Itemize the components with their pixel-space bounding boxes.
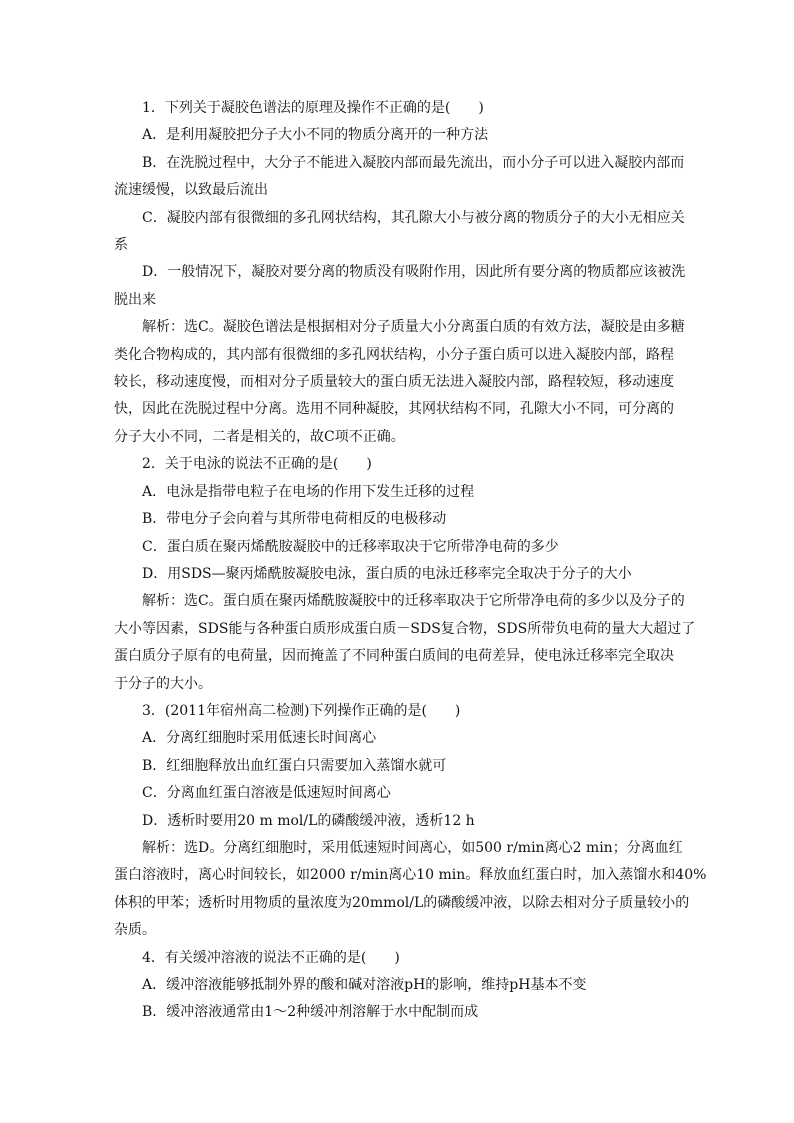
option-a: A．是利用凝胶把分子大小不同的物质分离开的一种方法 [142, 127, 489, 144]
question-stem: 4．有关缓冲溶液的说法不正确的是( ) [142, 949, 400, 966]
option-b: B．在洗脱过程中，大分子不能进入凝胶内部而最先流出，而小分子可以进入凝胶内部而 [142, 154, 685, 171]
document-page [114, 95, 707, 1027]
option-a: A．缓冲溶液能够抵制外界的酸和碱对溶液pH的影响，维持pH基本不变 [142, 977, 587, 993]
option-b-continued: 流速缓慢，以致最后流出 [114, 182, 268, 199]
option-d: D．透析时要用20 m mol/L的磷酸缓冲液，透析12 h [142, 812, 475, 829]
analysis-line: 类化合物构成的，其内部有很微细的多孔网状结构，小分子蛋白质可以进入凝胶内部，路程 [114, 346, 674, 363]
analysis-line: 杂质。 [114, 922, 156, 939]
option-a: A．分离红细胞时采用低速长时间离心 [142, 730, 377, 747]
analysis-line: 大小等因素，SDS能与各种蛋白质形成蛋白质－SDS复合物，SDS所带负电荷的量大大超过了 [114, 620, 696, 637]
analysis-line: 分子大小不同，二者是相关的，故C项不正确。 [114, 428, 405, 445]
analysis-line: 体积的甲苯；透析时用物质的量浓度为20mmol/L的磷酸缓冲液，以除去相对分子质量较小的 [114, 894, 690, 911]
question-stem: 2．关于电泳的说法不正确的是( ) [142, 456, 372, 473]
analysis-line: 快，因此在洗脱过程中分离。选用不同种凝胶，其网状结构不同，孔隙大小不同，可分离的 [114, 401, 674, 418]
question-2 [114, 451, 696, 698]
question-1 [114, 95, 692, 451]
analysis-line: 解析：选C。凝胶色谱法是根据相对分子质量大小分离蛋白质的有效方法，凝胶是由多糖 [142, 319, 685, 336]
option-d: D．用SDS—聚丙烯酰胺凝胶电泳，蛋白质的电泳迁移率完全取决于分子的大小 [142, 565, 632, 582]
question-stem: 1．下列关于凝胶色谱法的原理及操作不正确的是( ) [142, 100, 484, 116]
option-c-continued: 系 [114, 237, 128, 254]
analysis-line: 解析：选C。蛋白质在聚丙烯酰胺凝胶中的迁移率取决于它所带净电荷的多少以及分子的 [142, 593, 685, 610]
option-b: B．缓冲溶液通常由1～2种缓冲剂溶解于水中配制而成 [142, 1004, 479, 1021]
option-c: C．凝胶内部有很微细的多孔网状结构，其孔隙大小与被分离的物质分子的大小无相应关 [142, 209, 685, 226]
question-3 [114, 698, 707, 945]
option-c: C．分离血红蛋白溶液是低速短时间离心 [142, 785, 391, 802]
option-b: B．带电分子会向着与其所带电荷相反的电极移动 [142, 511, 447, 528]
analysis-line: 于分子的大小。 [114, 675, 212, 692]
analysis-line: 较长，移动速度慢，而相对分子质量较大的蛋白质无法进入凝胶内部，路程较短，移动速度 [114, 374, 674, 391]
option-d-continued: 脱出来 [114, 291, 156, 308]
question-stem: 3．(2011年宿州高二检测)下列操作正确的是( ) [142, 702, 461, 719]
option-a: A．电泳是指带电粒子在电场的作用下发生迁移的过程 [142, 483, 475, 500]
analysis-line: 解析：选D。分离红细胞时，采用低速短时间离心，如500 r/min离心2 min；分离血红 [142, 839, 683, 856]
option-d: D．一般情况下，凝胶对要分离的物质没有吸附作用，因此所有要分离的物质都应该被洗 [142, 264, 686, 281]
option-c: C．蛋白质在聚丙烯酰胺凝胶中的迁移率取决于它所带净电荷的多少 [142, 538, 559, 555]
question-4 [114, 945, 692, 1027]
analysis-line: 蛋白溶液时，离心时间较长，如2000 r/min离心10 min。释放血红蛋白时，加入蒸馏水和40% [114, 867, 707, 884]
option-b: B．红细胞释放出血红蛋白只需要加入蒸馏水就可 [142, 757, 447, 774]
analysis-line: 蛋白质分子原有的电荷量，因而掩盖了不同种蛋白质间的电荷差异，使电泳迁移率完全取决 [114, 648, 674, 665]
